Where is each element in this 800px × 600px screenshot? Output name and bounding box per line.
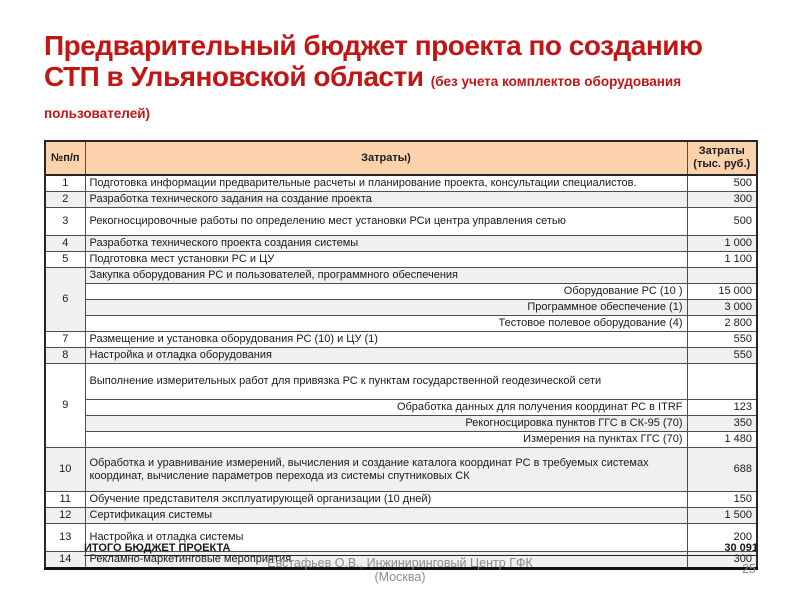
- table-row: 6 Закупка оборудования РС и пользователей, программного обеспечения: [45, 268, 757, 284]
- slide-title-note: (без учета комплектов оборудования пользователей): [44, 74, 682, 121]
- table-row: 11 Обучение представителя эксплуатирующей организации (10 дней) 150: [45, 492, 757, 508]
- table-row: 4 Разработка технического проекта создания системы 1 000: [45, 236, 757, 252]
- table-subrow: Обработка данных для получения координат РС в ITRF 123: [45, 400, 757, 416]
- slide-title-main: Предварительный бюджет проекта по созданию СТП в Ульяновской области: [44, 30, 703, 93]
- table-subrow: Программное обеспечение (1) 3 000: [45, 300, 757, 316]
- table-row: 12 Сертификация системы 1 500: [45, 508, 757, 524]
- table-row: 13 Настройка и отладка системы 200: [45, 524, 757, 552]
- table-row: 14 Рекламно-маркетинговые мероприятия 300: [45, 552, 757, 569]
- table-row: 5 Подготовка мест установки РС и ЦУ 1 100: [45, 252, 757, 268]
- table-row: 2 Разработка технического задания на создание проекта 300: [45, 192, 757, 208]
- table-subrow: Оборудование РС (10 ) 15 000: [45, 284, 757, 300]
- page-number: 25: [742, 562, 756, 576]
- footer-credit: [0, 556, 800, 585]
- table-subrow: Измерения на пунктах ГГС (70) 1 480: [45, 432, 757, 448]
- budget-table: [44, 140, 758, 570]
- footer-credit-line2: (Москва): [374, 570, 426, 585]
- total-label: ИТОГО БЮДЖЕТ ПРОЕКТА: [84, 542, 231, 554]
- table-row: 7 Размещение и установка оборудования РС (10) и ЦУ (1) 550: [45, 332, 757, 348]
- table-subrow: Рекогносцировка пунктов ГГС в СК-95 (70) 350: [45, 416, 757, 432]
- table-row: 1 Подготовка информации предварительные расчеты и планирование проекта, консультации специалистов. 500: [45, 175, 757, 192]
- total-row: [84, 542, 758, 556]
- slide-title: [44, 30, 756, 124]
- total-value: 30 091: [724, 542, 758, 554]
- table-row: 8 Настройка и отладка оборудования 550: [45, 348, 757, 364]
- header-cell-num: №п/п: [45, 141, 85, 175]
- table-header-row: [45, 141, 757, 175]
- header-cell-value: Затраты (тыс. руб.): [687, 141, 757, 175]
- header-cell-desc: Затраты): [85, 141, 687, 175]
- table-row: 3 Рекогносцировочные работы по определению мест установки РСи центра управления сетью 500: [45, 208, 757, 236]
- table-subrow: Тестовое полевое оборудование (4) 2 800: [45, 316, 757, 332]
- footer-credit-line1: Евстафьев О.В., Инжиниринговый Центр ГФК: [267, 556, 533, 570]
- table-row: 9 Выполнение измерительных работ для привязка РС к пунктам государственной геодезической сети: [45, 364, 757, 400]
- table-row: 10 Обработка и уравнивание измерений, вычисления и создание каталога координат РС в требуемых системах координат, вычисление параметров перехода из системы спутниковых СК 688: [45, 448, 757, 492]
